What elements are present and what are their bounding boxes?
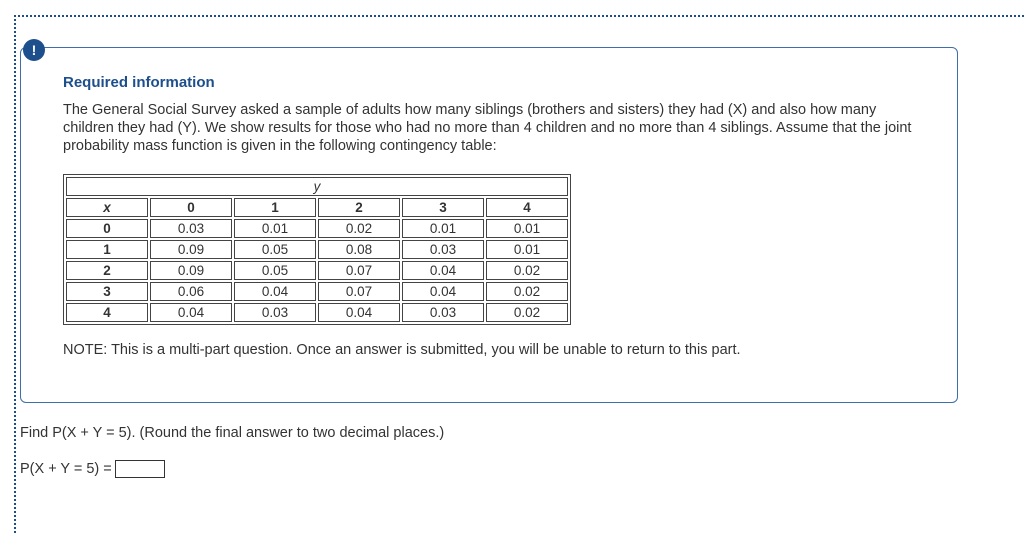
probability-cell: 0.07	[318, 261, 400, 280]
y-value-header: 1	[234, 198, 316, 217]
question-text: Find P(X + Y = 5). (Round the final answer to two decimal places.)	[20, 425, 445, 441]
answer-row	[20, 460, 165, 478]
probability-cell: 0.03	[402, 240, 484, 259]
x-value-cell: 0	[66, 219, 148, 238]
exclamation-icon: !	[23, 39, 45, 61]
probability-cell: 0.02	[486, 303, 568, 322]
info-paragraph: The General Social Survey asked a sample of adults how many siblings (brothers and sisters) they had (X) and also how many children they had (Y). We show results for those who had no more than 4 children and no more than 4 siblings. Assume that the joint probability mass function is given in the following contingency table:	[63, 102, 912, 154]
probability-cell: 0.09	[150, 261, 232, 280]
answer-label: P(X + Y = 5) =	[20, 461, 112, 477]
probability-cell: 0.07	[318, 282, 400, 301]
note-text: NOTE: This is a multi-part question. Once an answer is submitted, you will be unable to return to this part.	[63, 342, 741, 358]
table-row	[66, 219, 568, 238]
probability-cell: 0.08	[318, 240, 400, 259]
probability-cell: 0.02	[486, 282, 568, 301]
probability-cell: 0.09	[150, 240, 232, 259]
probability-cell: 0.04	[150, 303, 232, 322]
table-row	[66, 240, 568, 259]
probability-cell: 0.03	[150, 219, 232, 238]
table-row	[66, 303, 568, 322]
x-value-cell: 4	[66, 303, 148, 322]
y-axis-label: y	[66, 177, 568, 196]
probability-cell: 0.06	[150, 282, 232, 301]
answer-input[interactable]	[115, 460, 165, 478]
probability-cell: 0.03	[234, 303, 316, 322]
probability-cell: 0.05	[234, 261, 316, 280]
probability-cell: 0.04	[318, 303, 400, 322]
table-row	[66, 282, 568, 301]
frame-left-border	[14, 15, 16, 533]
y-value-header: 0	[150, 198, 232, 217]
probability-cell: 0.02	[486, 261, 568, 280]
probability-cell: 0.04	[402, 282, 484, 301]
y-value-header: 4	[486, 198, 568, 217]
probability-cell: 0.03	[402, 303, 484, 322]
y-value-header: 3	[402, 198, 484, 217]
x-axis-label: x	[66, 198, 148, 217]
probability-cell: 0.05	[234, 240, 316, 259]
y-value-header: 2	[318, 198, 400, 217]
x-value-cell: 3	[66, 282, 148, 301]
probability-cell: 0.01	[402, 219, 484, 238]
frame-top-border	[14, 15, 1024, 17]
x-value-cell: 1	[66, 240, 148, 259]
probability-cell: 0.01	[234, 219, 316, 238]
probability-cell: 0.04	[234, 282, 316, 301]
probability-cell: 0.04	[402, 261, 484, 280]
x-value-cell: 2	[66, 261, 148, 280]
table-row	[66, 261, 568, 280]
probability-cell: 0.02	[318, 219, 400, 238]
contingency-table	[63, 174, 571, 325]
probability-cell: 0.01	[486, 219, 568, 238]
info-title: Required information	[63, 74, 215, 91]
probability-cell: 0.01	[486, 240, 568, 259]
